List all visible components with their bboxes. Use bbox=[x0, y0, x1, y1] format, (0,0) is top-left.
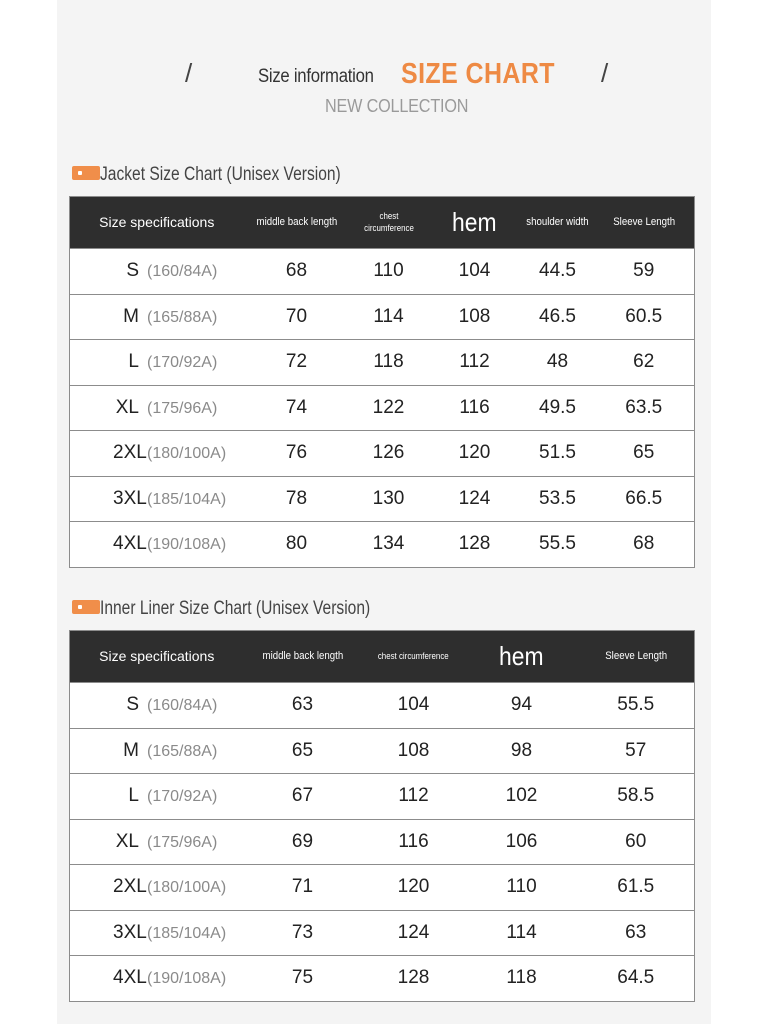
measurement-cell: 68 bbox=[633, 533, 655, 555]
measurement-cell: 104 bbox=[458, 260, 491, 282]
col-header-chest-circumference: chest circumference bbox=[378, 650, 449, 661]
measurement-cell: 108 bbox=[458, 305, 491, 327]
size-label: S bbox=[126, 694, 139, 716]
col-header-middle-back-length: middle back length bbox=[262, 649, 343, 662]
measurement-cell: 112 bbox=[459, 351, 490, 373]
size-code: (185/104A) bbox=[147, 924, 227, 942]
jacket-section-title: Jacket Size Chart (Unisex Version) bbox=[100, 164, 341, 185]
measurement-cell: 67 bbox=[291, 785, 314, 807]
col-header-hem: hem bbox=[452, 207, 497, 238]
measurement-cell: 122 bbox=[372, 396, 405, 418]
table-row bbox=[70, 385, 695, 431]
measurement-cell: 60 bbox=[625, 830, 647, 852]
measurement-cell: 58.5 bbox=[617, 785, 655, 807]
size-cell bbox=[70, 956, 244, 1002]
measurement-cell: 70 bbox=[285, 305, 308, 327]
size-label: 2XL bbox=[113, 876, 147, 898]
size-label: 4XL bbox=[113, 967, 147, 989]
measurement-cell: 63.5 bbox=[625, 396, 663, 418]
measurement-cell: 65 bbox=[633, 442, 655, 464]
measurement-cell: 71 bbox=[291, 876, 314, 898]
size-cell bbox=[70, 819, 244, 865]
table-row bbox=[70, 522, 695, 568]
measurement-cell: 124 bbox=[397, 921, 430, 943]
table-row bbox=[70, 910, 695, 956]
measurement-cell: 65 bbox=[291, 739, 314, 761]
measurement-cell: 66.5 bbox=[625, 487, 663, 509]
table-row bbox=[70, 728, 695, 774]
table-row bbox=[70, 865, 695, 911]
size-label: XL bbox=[115, 396, 139, 418]
size-code: (165/88A) bbox=[147, 742, 218, 760]
measurement-cell: 74 bbox=[285, 396, 308, 418]
size-label: 3XL bbox=[113, 487, 147, 509]
measurement-cell: 106 bbox=[505, 830, 538, 852]
orange-tag-icon bbox=[72, 166, 100, 180]
orange-tag-icon bbox=[72, 600, 100, 614]
measurement-cell: 68 bbox=[285, 260, 308, 282]
table-row bbox=[70, 819, 695, 865]
table-row bbox=[70, 294, 695, 340]
size-label: M bbox=[123, 305, 139, 327]
size-code: (175/96A) bbox=[147, 399, 218, 417]
measurement-cell: 134 bbox=[372, 533, 405, 555]
size-label: 3XL bbox=[113, 921, 147, 943]
decorative-slash-right: / bbox=[601, 58, 609, 88]
measurement-cell: 51.5 bbox=[539, 442, 576, 464]
measurement-cell: 110 bbox=[506, 876, 537, 898]
liner-size-table bbox=[69, 630, 695, 1002]
measurement-cell: 94 bbox=[510, 694, 533, 716]
decorative-slash-left: / bbox=[185, 58, 193, 88]
measurement-cell: 128 bbox=[397, 967, 430, 989]
table-row bbox=[70, 249, 695, 295]
measurement-cell: 53.5 bbox=[539, 487, 576, 509]
size-label: L bbox=[128, 351, 139, 373]
measurement-cell: 102 bbox=[505, 785, 538, 807]
table-header-row bbox=[70, 197, 695, 249]
measurement-cell: 60.5 bbox=[625, 305, 663, 327]
size-label: 2XL bbox=[113, 442, 147, 464]
measurement-cell: 120 bbox=[458, 442, 491, 464]
new-collection-subtitle: NEW COLLECTION bbox=[325, 96, 469, 116]
size-cell bbox=[70, 476, 244, 522]
measurement-cell: 44.5 bbox=[539, 260, 576, 282]
size-code: (160/84A) bbox=[147, 263, 218, 281]
table-row bbox=[70, 340, 695, 386]
measurement-cell: 48 bbox=[546, 351, 569, 373]
size-label: 4XL bbox=[113, 533, 147, 555]
size-cell bbox=[70, 431, 244, 477]
size-code: (180/100A) bbox=[147, 445, 227, 463]
size-code: (165/88A) bbox=[147, 308, 218, 326]
col-header-middle-back-length: middle back length bbox=[256, 215, 337, 228]
table-row bbox=[70, 956, 695, 1002]
measurement-cell: 114 bbox=[506, 921, 537, 943]
measurement-cell: 116 bbox=[398, 830, 429, 852]
size-label: XL bbox=[115, 830, 139, 852]
size-code: (180/100A) bbox=[147, 879, 227, 897]
size-code: (170/92A) bbox=[147, 354, 218, 372]
measurement-cell: 104 bbox=[397, 694, 430, 716]
measurement-cell: 73 bbox=[291, 921, 314, 943]
size-code: (190/108A) bbox=[147, 970, 227, 988]
table-header-row bbox=[70, 631, 695, 683]
measurement-cell: 55.5 bbox=[617, 694, 655, 716]
measurement-cell: 46.5 bbox=[539, 305, 576, 327]
liner-section-title: Inner Liner Size Chart (Unisex Version) bbox=[100, 598, 371, 619]
measurement-cell: 98 bbox=[510, 739, 533, 761]
measurement-cell: 49.5 bbox=[539, 396, 576, 418]
size-cell bbox=[70, 522, 244, 568]
measurement-cell: 69 bbox=[291, 830, 314, 852]
col-header-hem: hem bbox=[499, 641, 544, 672]
measurement-cell: 110 bbox=[373, 260, 404, 282]
size-cell bbox=[70, 340, 244, 386]
measurement-cell: 128 bbox=[458, 533, 491, 555]
size-cell bbox=[70, 385, 244, 431]
measurement-cell: 57 bbox=[625, 739, 647, 761]
measurement-cell: 55.5 bbox=[539, 533, 576, 555]
measurement-cell: 120 bbox=[397, 876, 430, 898]
table-row bbox=[70, 683, 695, 729]
measurement-cell: 130 bbox=[372, 487, 405, 509]
measurement-cell: 108 bbox=[397, 739, 430, 761]
size-cell bbox=[70, 683, 244, 729]
table-row bbox=[70, 774, 695, 820]
size-information-label: Size information bbox=[258, 66, 374, 87]
col-header-sleeve-length: Sleeve Length bbox=[612, 215, 675, 228]
size-cell bbox=[70, 249, 244, 295]
size-code: (175/96A) bbox=[147, 833, 218, 851]
measurement-cell: 76 bbox=[285, 442, 308, 464]
col-header-size-spec: Size specifications bbox=[99, 647, 215, 664]
size-code: (185/104A) bbox=[147, 490, 227, 508]
measurement-cell: 64.5 bbox=[617, 967, 655, 989]
jacket-size-table bbox=[69, 196, 695, 568]
measurement-cell: 63 bbox=[291, 694, 314, 716]
col-header-size-spec: Size specifications bbox=[99, 213, 215, 230]
measurement-cell: 118 bbox=[506, 967, 537, 989]
size-cell bbox=[70, 774, 244, 820]
size-chart-title: SIZE CHART bbox=[401, 58, 555, 90]
table-row bbox=[70, 431, 695, 477]
size-code: (160/84A) bbox=[147, 697, 218, 715]
size-cell bbox=[70, 294, 244, 340]
measurement-cell: 112 bbox=[398, 785, 429, 807]
size-cell bbox=[70, 910, 244, 956]
col-header-chest-circumference: chest circumference bbox=[363, 211, 414, 233]
measurement-cell: 80 bbox=[285, 533, 308, 555]
measurement-cell: 126 bbox=[372, 442, 405, 464]
size-code: (190/108A) bbox=[147, 536, 227, 554]
measurement-cell: 59 bbox=[633, 260, 655, 282]
measurement-cell: 78 bbox=[285, 487, 308, 509]
table-row bbox=[70, 476, 695, 522]
measurement-cell: 63 bbox=[625, 921, 647, 943]
measurement-cell: 75 bbox=[291, 967, 314, 989]
measurement-cell: 72 bbox=[285, 351, 308, 373]
measurement-cell: 116 bbox=[459, 396, 490, 418]
measurement-cell: 118 bbox=[373, 351, 404, 373]
measurement-cell: 62 bbox=[633, 351, 655, 373]
col-header-sleeve-length: Sleeve Length bbox=[604, 649, 667, 662]
measurement-cell: 124 bbox=[458, 487, 491, 509]
measurement-cell: 114 bbox=[373, 305, 404, 327]
size-code: (170/92A) bbox=[147, 788, 218, 806]
measurement-cell: 61.5 bbox=[617, 876, 655, 898]
col-header-shoulder-width: shoulder width bbox=[526, 215, 589, 228]
size-cell bbox=[70, 865, 244, 911]
size-label: L bbox=[128, 785, 139, 807]
size-label: M bbox=[123, 739, 139, 761]
size-label: S bbox=[126, 260, 139, 282]
size-cell bbox=[70, 728, 244, 774]
